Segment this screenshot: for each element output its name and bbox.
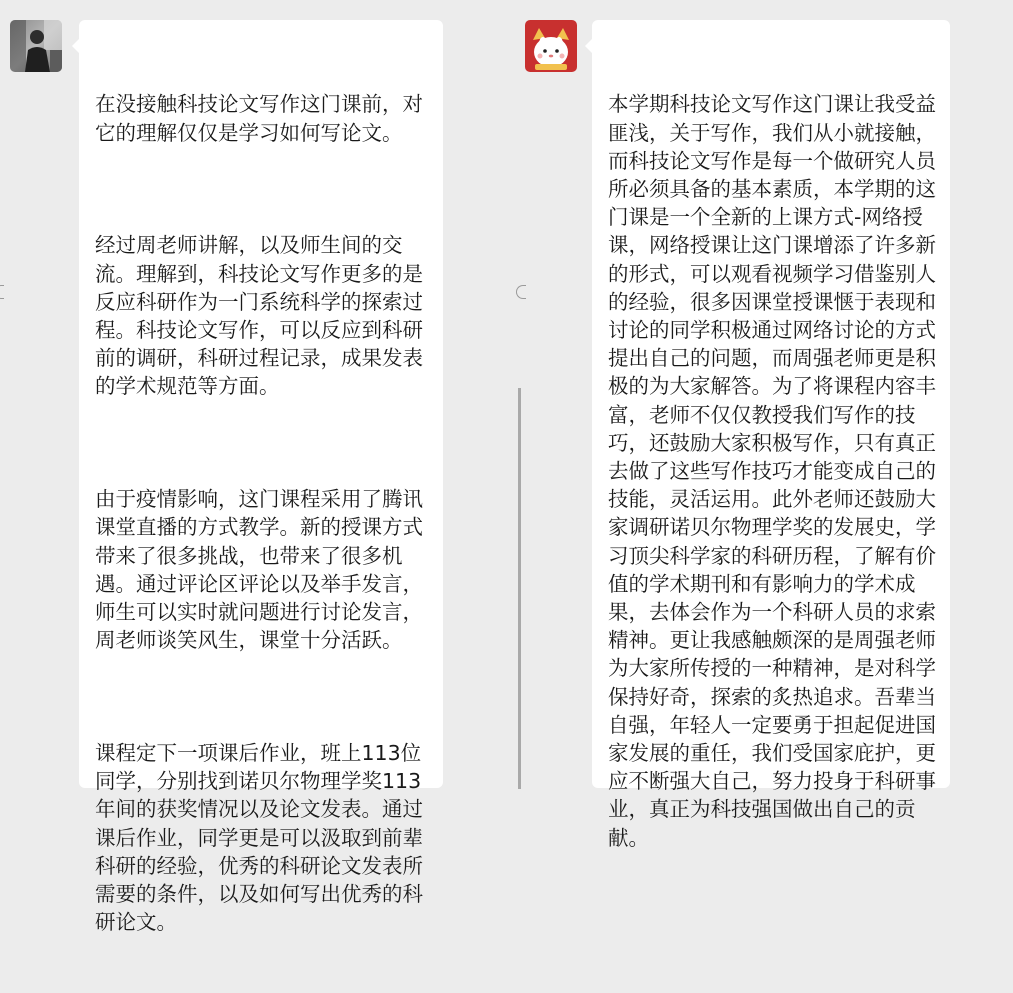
left-message-paragraph: 由于疫情影响，这门课程采用了腾讯课堂直播的方式教学。新的授课方式带来了很多挑战，也带来了很多机遇。通过评论区评论以及举手发言，师生可以实时就问题进行讨论发言，周老师谈笑风生，课堂十分活跃。 xyxy=(95,487,423,653)
left-message-paragraph: 在没接触科技论文写作这门课前，对它的理解仅仅是学习如何写论文。 xyxy=(95,92,423,145)
right-chat-pane xyxy=(506,0,1013,850)
left-avatar[interactable] xyxy=(10,20,62,72)
left-scroll-handle-icon[interactable] xyxy=(0,285,4,299)
left-message-paragraph: 经过周老师讲解，以及师生间的交流。理解到，科技论文写作更多的是反应科研作为一门系统科学的探索过程。科技论文写作，可以反应到科研前的调研，科研过程记录，成果发表的学术规范等方面。 xyxy=(95,233,423,399)
photo-avatar-icon xyxy=(10,20,62,72)
right-message-paragraph: 本学期科技论文写作这门课让我受益匪浅，关于写作，我们从小就接触，而科技论文写作是每一个做研究人员所必须具备的基本素质，本学期的这门课是一个全新的上课方式-网络授课，网络授课让这门课增添了许多新的形式，可以观看视频学习借鉴别人的经验，很多因课堂授课惬于表现和讨论的同学积极通过网络讨论的方式提出自己的问题，而周强老师更是积极的为大家解答。为了将课程内容丰富，老师不仅仅教授我们写作的技巧，还鼓励大家积极写作，只有真正去做了这些写作技巧才能变成自己的技能，灵活运用。此外老师还鼓励大家调研诺贝尔物理学奖的发展史，学习顶尖科学家的科研历程，了解有价值的学术期刊和有影响力的学术成果，去体会作为一个科研人员的求索精神。更让我感触颇深的是周强老师为大家所传授的一种精神，是对科学保持好奇，探索的炙热追求。吾辈当自强，年轻人一定要勇于担起促进国家发展的重任，我们受国家庇护，更应不断强大自己，努力投身于科研事业，真正为科技强国做出自己的贡献。 xyxy=(608,92,936,850)
right-avatar[interactable] xyxy=(525,20,577,72)
left-message-bubble[interactable] xyxy=(79,20,443,935)
right-message-bubble[interactable] xyxy=(592,20,950,850)
left-message-paragraph: 课程定下一项课后作业，班上113位同学，分别找到诺贝尔物理学奖113年间的获奖情况以及论文发表。通过课后作业，同学更是可以汲取到前辈科研的经验，优秀的科研论文发表所需要的条件，以及如何写出优秀的科研论文。 xyxy=(95,741,423,935)
right-scroll-handle-icon[interactable] xyxy=(516,285,526,299)
cartoon-rabbit-avatar-icon xyxy=(525,20,577,72)
left-chat-pane xyxy=(0,0,505,935)
